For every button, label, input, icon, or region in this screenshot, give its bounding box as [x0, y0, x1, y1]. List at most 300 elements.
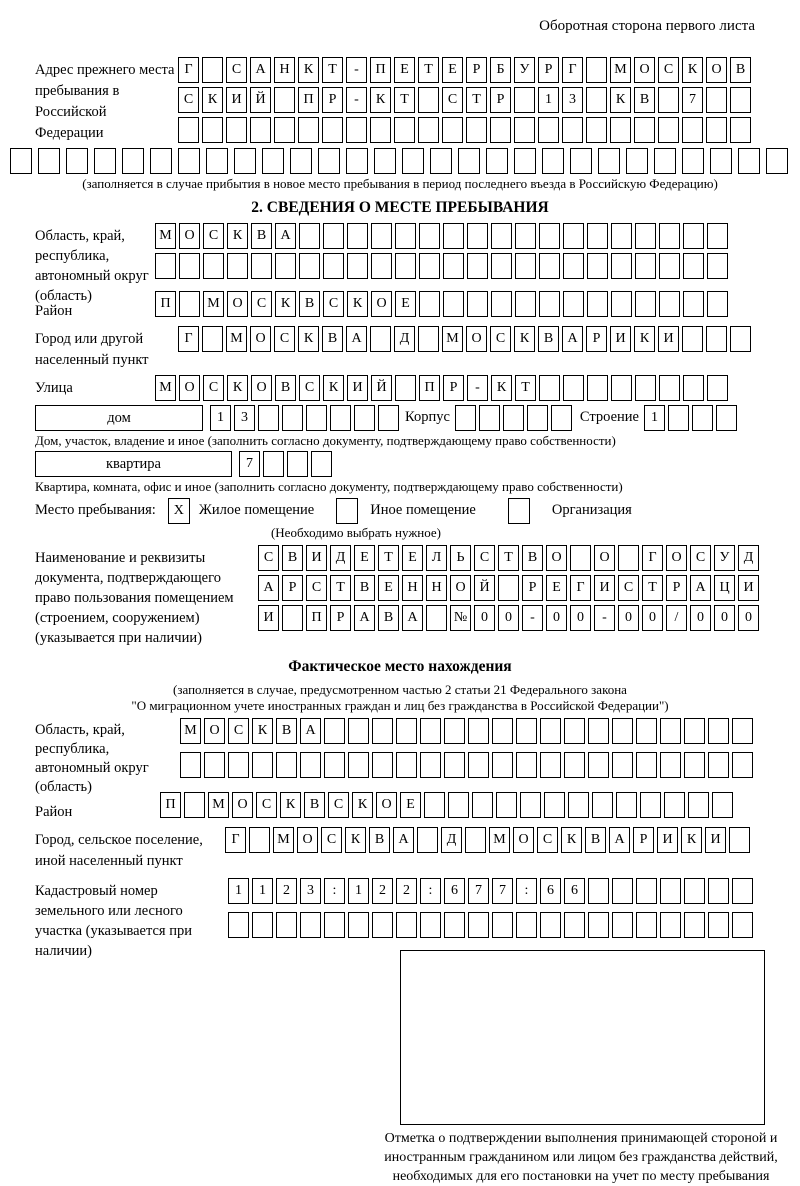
char-cell[interactable]: С	[299, 375, 320, 401]
char-cell[interactable]	[496, 792, 517, 818]
char-cell[interactable]: К	[514, 326, 535, 352]
char-cell[interactable]	[418, 87, 439, 113]
char-cell[interactable]	[563, 291, 584, 317]
char-cell[interactable]	[258, 405, 279, 431]
char-cell[interactable]	[492, 912, 513, 938]
char-cell[interactable]: О	[251, 375, 272, 401]
char-cell[interactable]: М	[489, 827, 510, 853]
char-cell[interactable]	[204, 752, 225, 778]
char-cell[interactable]	[730, 326, 751, 352]
char-cell[interactable]: С	[251, 291, 272, 317]
char-cell[interactable]	[707, 253, 728, 279]
char-cell[interactable]: Е	[378, 575, 399, 601]
char-cell[interactable]	[396, 752, 417, 778]
char-cell[interactable]: 6	[540, 878, 561, 904]
char-cell[interactable]: Р	[330, 605, 351, 631]
char-cell[interactable]: А	[562, 326, 583, 352]
char-cell[interactable]: С	[690, 545, 711, 571]
char-cell[interactable]: Р	[666, 575, 687, 601]
char-cell[interactable]: :	[324, 878, 345, 904]
char-cell[interactable]	[564, 718, 585, 744]
char-cell[interactable]: 6	[444, 878, 465, 904]
char-cell[interactable]	[323, 253, 344, 279]
char-cell[interactable]: В	[322, 326, 343, 352]
char-cell[interactable]	[346, 148, 368, 174]
char-cell[interactable]: С	[274, 326, 295, 352]
char-cell[interactable]	[418, 326, 439, 352]
char-cell[interactable]	[394, 117, 415, 143]
char-cell[interactable]	[562, 117, 583, 143]
char-cell[interactable]: П	[306, 605, 327, 631]
char-cell[interactable]	[324, 718, 345, 744]
char-cell[interactable]: 3	[234, 405, 255, 431]
char-cell[interactable]: Е	[402, 545, 423, 571]
char-cell[interactable]	[706, 326, 727, 352]
char-cell[interactable]	[179, 253, 200, 279]
char-cell[interactable]: 0	[738, 605, 759, 631]
char-cell[interactable]	[682, 148, 704, 174]
char-cell[interactable]	[234, 148, 256, 174]
char-cell[interactable]	[322, 117, 343, 143]
char-cell[interactable]: Й	[474, 575, 495, 601]
char-cell[interactable]	[430, 148, 452, 174]
char-cell[interactable]: 0	[474, 605, 495, 631]
char-cell[interactable]: А	[690, 575, 711, 601]
char-cell[interactable]	[203, 253, 224, 279]
char-cell[interactable]: К	[298, 326, 319, 352]
char-cell[interactable]	[396, 912, 417, 938]
char-cell[interactable]: С	[203, 223, 224, 249]
char-cell[interactable]	[570, 148, 592, 174]
char-cell[interactable]	[300, 752, 321, 778]
char-cell[interactable]: Т	[642, 575, 663, 601]
char-cell[interactable]: О	[179, 223, 200, 249]
char-cell[interactable]: 2	[276, 878, 297, 904]
char-cell[interactable]	[178, 148, 200, 174]
char-cell[interactable]: Р	[522, 575, 543, 601]
char-cell[interactable]	[417, 827, 438, 853]
char-cell[interactable]	[611, 253, 632, 279]
char-cell[interactable]: Г	[562, 57, 583, 83]
char-cell[interactable]	[348, 752, 369, 778]
char-cell[interactable]: С	[178, 87, 199, 113]
char-cell[interactable]	[587, 253, 608, 279]
char-cell[interactable]: С	[474, 545, 495, 571]
char-cell[interactable]: А	[275, 223, 296, 249]
char-cell[interactable]	[659, 253, 680, 279]
char-cell[interactable]: Р	[633, 827, 654, 853]
char-cell[interactable]	[766, 148, 788, 174]
char-cell[interactable]	[659, 223, 680, 249]
char-cell[interactable]	[515, 253, 536, 279]
char-cell[interactable]	[692, 405, 713, 431]
char-cell[interactable]: Г	[570, 575, 591, 601]
char-cell[interactable]	[419, 291, 440, 317]
char-cell[interactable]: 2	[372, 878, 393, 904]
char-cell[interactable]	[420, 752, 441, 778]
char-cell[interactable]	[707, 291, 728, 317]
char-cell[interactable]: К	[323, 375, 344, 401]
char-cell[interactable]	[276, 912, 297, 938]
char-cell[interactable]	[514, 117, 535, 143]
char-cell[interactable]: С	[306, 575, 327, 601]
char-cell[interactable]	[282, 605, 303, 631]
char-cell[interactable]	[635, 223, 656, 249]
char-cell[interactable]	[420, 912, 441, 938]
char-cell[interactable]: П	[419, 375, 440, 401]
char-cell[interactable]	[635, 253, 656, 279]
char-cell[interactable]: 1	[348, 878, 369, 904]
char-cell[interactable]	[442, 117, 463, 143]
char-cell[interactable]: Г	[178, 326, 199, 352]
char-cell[interactable]	[66, 148, 88, 174]
char-cell[interactable]: :	[420, 878, 441, 904]
char-cell[interactable]	[370, 326, 391, 352]
char-cell[interactable]	[640, 792, 661, 818]
char-cell[interactable]: И	[705, 827, 726, 853]
char-cell[interactable]	[306, 405, 327, 431]
char-cell[interactable]: О	[204, 718, 225, 744]
char-cell[interactable]: 0	[618, 605, 639, 631]
char-cell[interactable]: М	[226, 326, 247, 352]
char-cell[interactable]	[479, 405, 500, 431]
char-cell[interactable]	[540, 718, 561, 744]
char-cell[interactable]	[419, 223, 440, 249]
char-cell[interactable]	[371, 223, 392, 249]
char-cell[interactable]	[466, 117, 487, 143]
char-cell[interactable]: /	[666, 605, 687, 631]
char-cell[interactable]	[38, 148, 60, 174]
char-cell[interactable]: Й	[371, 375, 392, 401]
char-cell[interactable]: Т	[322, 57, 343, 83]
char-cell[interactable]: П	[298, 87, 319, 113]
char-cell[interactable]: Л	[426, 545, 447, 571]
char-cell[interactable]: Р	[538, 57, 559, 83]
char-cell[interactable]	[179, 291, 200, 317]
char-cell[interactable]: А	[393, 827, 414, 853]
char-cell[interactable]: Р	[282, 575, 303, 601]
char-cell[interactable]	[290, 148, 312, 174]
char-cell[interactable]: 0	[690, 605, 711, 631]
char-cell[interactable]	[682, 117, 703, 143]
char-cell[interactable]: В	[634, 87, 655, 113]
char-cell[interactable]	[551, 405, 572, 431]
char-cell[interactable]	[226, 117, 247, 143]
char-cell[interactable]: О	[634, 57, 655, 83]
char-cell[interactable]	[708, 752, 729, 778]
char-cell[interactable]: О	[666, 545, 687, 571]
char-cell[interactable]	[10, 148, 32, 174]
char-cell[interactable]	[592, 792, 613, 818]
char-cell[interactable]	[150, 148, 172, 174]
char-cell[interactable]: Б	[490, 57, 511, 83]
char-cell[interactable]	[299, 223, 320, 249]
char-cell[interactable]	[348, 912, 369, 938]
char-cell[interactable]	[444, 718, 465, 744]
char-cell[interactable]: О	[546, 545, 567, 571]
char-cell[interactable]	[732, 752, 753, 778]
char-cell[interactable]: Т	[498, 545, 519, 571]
char-cell[interactable]: У	[714, 545, 735, 571]
char-cell[interactable]	[311, 451, 332, 477]
char-cell[interactable]	[372, 912, 393, 938]
char-cell[interactable]	[618, 545, 639, 571]
char-cell[interactable]: И	[610, 326, 631, 352]
char-cell[interactable]: К	[352, 792, 373, 818]
char-cell[interactable]	[587, 223, 608, 249]
char-cell[interactable]: 7	[492, 878, 513, 904]
char-cell[interactable]: И	[594, 575, 615, 601]
char-cell[interactable]	[539, 375, 560, 401]
char-cell[interactable]	[538, 117, 559, 143]
char-cell[interactable]: С	[658, 57, 679, 83]
char-cell[interactable]	[180, 752, 201, 778]
char-cell[interactable]: О	[376, 792, 397, 818]
char-cell[interactable]: 1	[538, 87, 559, 113]
char-cell[interactable]	[612, 878, 633, 904]
char-cell[interactable]: К	[252, 718, 273, 744]
char-cell[interactable]	[635, 291, 656, 317]
char-cell[interactable]: С	[328, 792, 349, 818]
char-cell[interactable]	[448, 792, 469, 818]
char-cell[interactable]: В	[275, 375, 296, 401]
char-cell[interactable]	[540, 912, 561, 938]
char-cell[interactable]	[707, 223, 728, 249]
char-cell[interactable]	[419, 253, 440, 279]
char-cell[interactable]	[287, 451, 308, 477]
char-cell[interactable]	[468, 912, 489, 938]
char-cell[interactable]: И	[658, 326, 679, 352]
char-cell[interactable]: К	[275, 291, 296, 317]
char-cell[interactable]	[443, 291, 464, 317]
char-cell[interactable]	[444, 752, 465, 778]
char-cell[interactable]: Д	[330, 545, 351, 571]
char-cell[interactable]	[228, 912, 249, 938]
char-cell[interactable]: 0	[570, 605, 591, 631]
char-cell[interactable]	[516, 718, 537, 744]
char-cell[interactable]	[372, 752, 393, 778]
char-cell[interactable]	[688, 792, 709, 818]
char-cell[interactable]	[443, 253, 464, 279]
char-cell[interactable]	[347, 223, 368, 249]
char-cell[interactable]	[492, 718, 513, 744]
char-cell[interactable]	[372, 718, 393, 744]
char-cell[interactable]	[730, 87, 751, 113]
char-cell[interactable]: 3	[562, 87, 583, 113]
char-cell[interactable]: 0	[642, 605, 663, 631]
char-cell[interactable]	[347, 253, 368, 279]
char-cell[interactable]: М	[208, 792, 229, 818]
char-cell[interactable]	[486, 148, 508, 174]
char-cell[interactable]	[467, 291, 488, 317]
char-cell[interactable]	[730, 117, 751, 143]
char-cell[interactable]	[683, 375, 704, 401]
char-cell[interactable]	[659, 291, 680, 317]
char-cell[interactable]: В	[282, 545, 303, 571]
char-cell[interactable]: А	[402, 605, 423, 631]
char-cell[interactable]	[492, 752, 513, 778]
char-cell[interactable]	[659, 375, 680, 401]
char-cell[interactable]	[94, 148, 116, 174]
char-cell[interactable]: -	[594, 605, 615, 631]
char-cell[interactable]: К	[347, 291, 368, 317]
char-cell[interactable]	[658, 87, 679, 113]
char-cell[interactable]: К	[370, 87, 391, 113]
char-cell[interactable]	[610, 117, 631, 143]
char-cell[interactable]	[660, 718, 681, 744]
char-cell[interactable]	[276, 752, 297, 778]
char-cell[interactable]: К	[345, 827, 366, 853]
char-cell[interactable]	[611, 375, 632, 401]
char-cell[interactable]	[458, 148, 480, 174]
char-cell[interactable]	[202, 57, 223, 83]
checkbox-organization[interactable]	[508, 498, 530, 524]
char-cell[interactable]: С	[490, 326, 511, 352]
char-cell[interactable]	[420, 718, 441, 744]
char-cell[interactable]	[570, 545, 591, 571]
char-cell[interactable]: С	[203, 375, 224, 401]
char-cell[interactable]: Р	[490, 87, 511, 113]
char-cell[interactable]	[348, 718, 369, 744]
char-cell[interactable]	[660, 878, 681, 904]
char-cell[interactable]: К	[682, 57, 703, 83]
char-cell[interactable]	[378, 405, 399, 431]
char-cell[interactable]	[539, 223, 560, 249]
char-cell[interactable]: О	[297, 827, 318, 853]
char-cell[interactable]	[708, 912, 729, 938]
char-cell[interactable]: С	[228, 718, 249, 744]
char-cell[interactable]	[426, 605, 447, 631]
char-cell[interactable]: №	[450, 605, 471, 631]
char-cell[interactable]: 2	[396, 878, 417, 904]
char-cell[interactable]: -	[346, 87, 367, 113]
char-cell[interactable]	[282, 405, 303, 431]
char-cell[interactable]	[370, 117, 391, 143]
char-cell[interactable]: К	[227, 375, 248, 401]
char-cell[interactable]	[587, 375, 608, 401]
char-cell[interactable]	[252, 912, 273, 938]
char-cell[interactable]	[491, 253, 512, 279]
char-cell[interactable]: П	[160, 792, 181, 818]
char-cell[interactable]	[299, 253, 320, 279]
char-cell[interactable]: Е	[395, 291, 416, 317]
char-cell[interactable]: А	[250, 57, 271, 83]
char-cell[interactable]	[374, 148, 396, 174]
char-cell[interactable]	[249, 827, 270, 853]
char-cell[interactable]	[729, 827, 750, 853]
char-cell[interactable]	[732, 912, 753, 938]
char-cell[interactable]: В	[538, 326, 559, 352]
char-cell[interactable]: Ц	[714, 575, 735, 601]
char-cell[interactable]: М	[180, 718, 201, 744]
char-cell[interactable]: В	[276, 718, 297, 744]
char-cell[interactable]: К	[681, 827, 702, 853]
char-cell[interactable]	[708, 878, 729, 904]
char-cell[interactable]: В	[304, 792, 325, 818]
char-cell[interactable]	[634, 117, 655, 143]
char-cell[interactable]: К	[491, 375, 512, 401]
char-cell[interactable]: И	[738, 575, 759, 601]
char-cell[interactable]	[588, 912, 609, 938]
char-cell[interactable]: Д	[738, 545, 759, 571]
char-cell[interactable]: Т	[330, 575, 351, 601]
char-cell[interactable]	[516, 752, 537, 778]
char-cell[interactable]: Р	[443, 375, 464, 401]
char-cell[interactable]: Е	[394, 57, 415, 83]
char-cell[interactable]	[395, 375, 416, 401]
char-cell[interactable]	[444, 912, 465, 938]
char-cell[interactable]	[274, 117, 295, 143]
char-cell[interactable]	[564, 752, 585, 778]
char-cell[interactable]: С	[256, 792, 277, 818]
char-cell[interactable]	[202, 326, 223, 352]
char-cell[interactable]: 7	[682, 87, 703, 113]
char-cell[interactable]	[539, 291, 560, 317]
char-cell[interactable]	[228, 752, 249, 778]
char-cell[interactable]: В	[251, 223, 272, 249]
char-cell[interactable]	[472, 792, 493, 818]
char-cell[interactable]: А	[258, 575, 279, 601]
char-cell[interactable]: П	[155, 291, 176, 317]
char-cell[interactable]	[318, 148, 340, 174]
char-cell[interactable]	[206, 148, 228, 174]
char-cell[interactable]: В	[585, 827, 606, 853]
char-cell[interactable]: 1	[210, 405, 231, 431]
char-cell[interactable]	[588, 878, 609, 904]
char-cell[interactable]	[354, 405, 375, 431]
char-cell[interactable]	[330, 405, 351, 431]
char-cell[interactable]	[424, 792, 445, 818]
char-cell[interactable]	[654, 148, 676, 174]
char-cell[interactable]	[184, 792, 205, 818]
char-cell[interactable]	[636, 878, 657, 904]
char-cell[interactable]: В	[378, 605, 399, 631]
char-cell[interactable]	[684, 752, 705, 778]
char-cell[interactable]	[563, 375, 584, 401]
char-cell[interactable]: О	[594, 545, 615, 571]
char-cell[interactable]	[324, 752, 345, 778]
char-cell[interactable]	[660, 752, 681, 778]
char-cell[interactable]: И	[226, 87, 247, 113]
char-cell[interactable]: :	[516, 878, 537, 904]
char-cell[interactable]: С	[226, 57, 247, 83]
char-cell[interactable]	[738, 148, 760, 174]
char-cell[interactable]	[668, 405, 689, 431]
char-cell[interactable]	[732, 878, 753, 904]
char-cell[interactable]	[490, 117, 511, 143]
char-cell[interactable]	[468, 718, 489, 744]
char-cell[interactable]: К	[561, 827, 582, 853]
char-cell[interactable]	[598, 148, 620, 174]
char-cell[interactable]: К	[298, 57, 319, 83]
char-cell[interactable]	[323, 223, 344, 249]
char-cell[interactable]	[626, 148, 648, 174]
char-cell[interactable]: О	[706, 57, 727, 83]
char-cell[interactable]	[250, 117, 271, 143]
char-cell[interactable]: О	[250, 326, 271, 352]
char-cell[interactable]: И	[258, 605, 279, 631]
char-cell[interactable]	[587, 291, 608, 317]
char-cell[interactable]	[274, 87, 295, 113]
char-cell[interactable]: Й	[250, 87, 271, 113]
char-cell[interactable]	[568, 792, 589, 818]
char-cell[interactable]: 6	[564, 878, 585, 904]
char-cell[interactable]	[611, 291, 632, 317]
char-cell[interactable]	[636, 718, 657, 744]
char-cell[interactable]: А	[300, 718, 321, 744]
char-cell[interactable]	[202, 117, 223, 143]
char-cell[interactable]: Е	[546, 575, 567, 601]
